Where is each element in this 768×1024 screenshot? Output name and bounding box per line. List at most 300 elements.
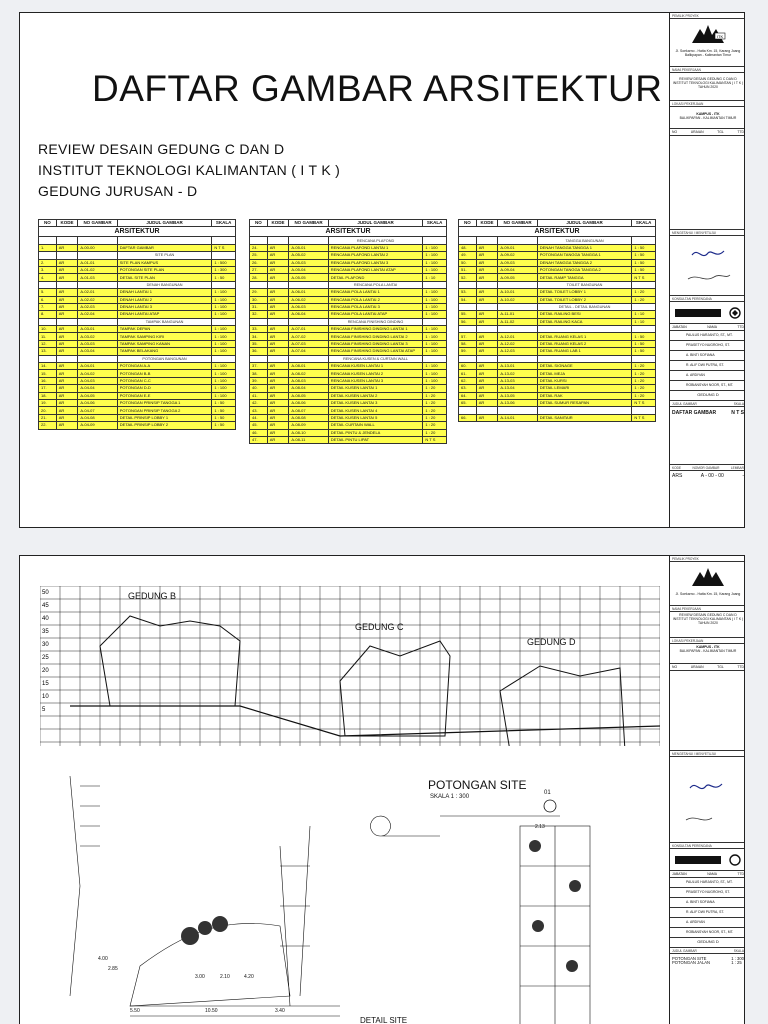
signature-icon [672, 758, 742, 838]
cell-kode: AR [56, 340, 78, 347]
cell-no: 15. [39, 370, 57, 377]
sheet2-main-area [20, 556, 668, 1024]
cell-judul: DETAIL LEMARI [537, 385, 632, 392]
cell-judul: DETAIL KUSEN LANTAI 1 [328, 385, 423, 392]
cell-kode: AR [476, 385, 498, 392]
cell-judul: RENCANA PLAFOND LANTAI ATAP [328, 266, 423, 273]
cell-no: 19. [39, 399, 57, 406]
table-row [39, 414, 236, 421]
team-header-2 [670, 871, 745, 878]
table-row [39, 370, 236, 377]
table-row [459, 289, 656, 296]
table-col-header: JUDUL GAMBAR [117, 220, 212, 227]
dim-7: 2.85 [108, 966, 118, 972]
cell-no: 26. [250, 259, 268, 266]
code-label: KODE [672, 466, 682, 470]
project-name-label-2: NAMA PEKERJAAN [670, 606, 745, 612]
cell-skala: 1 : 20 [632, 385, 656, 392]
cell-judul: POTONGAN C-C [117, 377, 212, 384]
y-tick-label: 30 [42, 642, 49, 648]
number-label: NOMOR GAMBAR [692, 466, 720, 470]
cell-judul: DETAIL RAK [537, 392, 632, 399]
cell-skala: N T S [423, 436, 447, 443]
owner-address-1: Jl. Soekarno - Hatta Km. 15, Karang Joang [675, 49, 741, 54]
cell-no-gambar: A-13-03 [498, 377, 537, 384]
category-label: TANGGA BANGUNAN [537, 237, 632, 244]
category-row [250, 318, 447, 325]
cell-judul: DENAH TANGGA TANGGA 1 [537, 244, 632, 251]
cell-no: 59. [459, 348, 477, 355]
cell-kode: AR [56, 407, 78, 414]
cell-kode: AR [267, 289, 289, 296]
table-row [250, 252, 447, 259]
y-tick-label: 15 [42, 681, 49, 687]
cell-no-gambar: A-04-09 [78, 422, 117, 429]
cell-kode: AR [56, 377, 78, 384]
cell-kode: AR [476, 311, 498, 318]
cell-judul: POTONGAN PRINSIP TANGGA 2 [117, 407, 212, 414]
category-label: TOILET BANGUNAN [537, 281, 632, 288]
table-row [39, 340, 236, 347]
table-row [250, 399, 447, 406]
itk-logo-icon [688, 23, 728, 47]
cell-no: 34. [250, 333, 268, 340]
cell-judul: DAFTAR GAMBAR [117, 244, 212, 251]
cell-no-gambar: A-11-01 [498, 311, 537, 318]
y-tick-label: 35 [42, 629, 49, 635]
cell-skala: 1 : 100 [212, 289, 236, 296]
cell-skala: 1 : 50 [632, 333, 656, 340]
cell-no-gambar: A-06-04 [289, 311, 328, 318]
cell-skala: 1 : 100 [423, 326, 447, 333]
cell-kode: AR [56, 259, 78, 266]
table-row [39, 259, 236, 266]
drawing-scale-2b: 1 : 25 [731, 960, 742, 966]
cell-judul: RENCANA KUSEN LANTAI 3 [328, 377, 423, 384]
y-tick-label: 10 [42, 694, 49, 700]
cell-no-gambar: A-02-01 [78, 289, 117, 296]
project2-line-3: TAHUN 2020 [698, 621, 718, 626]
cell-no-gambar: A-05-04 [289, 266, 328, 273]
cell-judul: RENCANA POLA LANTAI 1 [328, 289, 423, 296]
table-row [459, 399, 656, 406]
project-name-label: NAMA PEKERJAAN [670, 67, 745, 73]
cell-skala: 1 : 50 [632, 259, 656, 266]
cell-no: 39. [250, 377, 268, 384]
cell-kode: AR [56, 303, 78, 310]
cell-no-gambar: A-03-02 [78, 333, 117, 340]
cell-skala: 1 : 20 [423, 399, 447, 406]
cell-no-gambar: A-04-07 [78, 407, 117, 414]
cell-skala: 1 : 100 [423, 348, 447, 355]
cell-no: 58. [459, 340, 477, 347]
cell-judul: RENCANA FINISHING DINDING LANTAI 1 [328, 326, 423, 333]
cell-kode: AR [56, 414, 78, 421]
cell-no: 33. [250, 326, 268, 333]
cell-no: 31. [250, 303, 268, 310]
table-header-row [459, 220, 656, 227]
cell-kode: AR [267, 436, 289, 443]
team-member: PAULUS HARJANTO, ST., MT. [670, 331, 745, 341]
table-row [39, 392, 236, 399]
cell-kode: AR [267, 259, 289, 266]
cell-no: 3. [39, 266, 57, 273]
cell-no-gambar: A-13-04 [498, 385, 537, 392]
cell-no-gambar: A-07-04 [289, 348, 328, 355]
table-row [39, 385, 236, 392]
cell-skala: 1 : 100 [423, 296, 447, 303]
section-heading-row [459, 227, 656, 237]
cell-skala: 1 : 50 [212, 414, 236, 421]
table-row [459, 296, 656, 303]
sheet-number: - [742, 473, 744, 479]
category-row [39, 237, 236, 244]
cell-judul: TAMPAK BELAKANG [117, 348, 212, 355]
cell-judul: DETAIL RUANG KELAS 1 [537, 333, 632, 340]
section-marker-icon [544, 800, 556, 812]
dim-3: 4.20 [244, 974, 254, 980]
table-col-header: KODE [267, 220, 289, 227]
table-row [459, 385, 656, 392]
cell-no: 27. [250, 266, 268, 273]
cell-no: 28. [250, 274, 268, 281]
cell-skala: 1 : 10 [423, 274, 447, 281]
y-tick-label: 5 [42, 707, 46, 713]
approval-signatures-2 [670, 757, 745, 843]
table-row [459, 392, 656, 399]
team2-col-ttd: TTD [737, 872, 744, 876]
location [670, 107, 745, 129]
cell-no-gambar: A-08-11 [289, 436, 328, 443]
table-row [459, 318, 656, 325]
table-row [39, 296, 236, 303]
cell-no-gambar: A-04-03 [78, 377, 117, 384]
cell-kode: AR [267, 392, 289, 399]
rev-col-tgl: TGL [717, 130, 724, 134]
cell-kode: AR [56, 399, 78, 406]
category-row [250, 281, 447, 288]
cell-skala: 1 : 100 [212, 311, 236, 318]
consultant-label: KONSULTAN PERENCANA [670, 296, 745, 302]
table-row [250, 266, 447, 273]
cell-no-gambar: A-04-02 [78, 370, 117, 377]
drawing-sheet-site-section [19, 555, 745, 1024]
cell-judul: RENCANA FINISHING DINDING LANTAI ATAP [328, 348, 423, 355]
cell-kode: AR [267, 407, 289, 414]
cell-judul: DETAIL PINTU LIPAT [328, 436, 423, 443]
rev-col-ttd: TTD [737, 130, 744, 134]
rev2-col-uraian: URAIAN [690, 665, 704, 669]
cell-no: 55. [459, 311, 477, 318]
cell-no-gambar: A-03-03 [78, 340, 117, 347]
table-row [250, 244, 447, 251]
cell-no: 40. [250, 385, 268, 392]
category-label: RENCANA PLAFOND [328, 237, 423, 244]
cell-judul: DETAIL RAMP TANGGA [537, 274, 632, 281]
cell-no-gambar: A-09-04 [498, 266, 537, 273]
cell-kode: AR [56, 333, 78, 340]
cell-judul: DETAIL CURTAIN WALL [328, 422, 423, 429]
cell-skala: N T S [632, 414, 656, 421]
cell-kode: AR [56, 274, 78, 281]
cell-judul: POTONGAN A-A [117, 363, 212, 370]
consultant-label-2: KONSULTAN PERENCANA [670, 843, 745, 849]
table-header-row [39, 220, 236, 227]
project2-line-1: REVIEW DESAIN GEDUNG C DAN D [679, 613, 737, 617]
cell-no-gambar: A-02-02 [78, 296, 117, 303]
cell-no: 30. [250, 296, 268, 303]
cell-no: 47. [250, 436, 268, 443]
dim-6: 3.40 [275, 1008, 285, 1014]
cell-skala: 1 : 20 [632, 377, 656, 384]
cell-kode: AR [476, 296, 498, 303]
cell-kode: AR [476, 414, 498, 421]
cell-no-gambar: A-04-05 [78, 392, 117, 399]
cell-skala: 1 : 100 [212, 385, 236, 392]
category-row [250, 355, 447, 362]
building-name: GEDUNG D [670, 391, 745, 401]
cell-judul: POTONGAN TANGGA TANGGA 1 [537, 252, 632, 259]
cell-judul: POTONGAN E-E [117, 392, 212, 399]
cell-skala: 1 : 50 [632, 348, 656, 355]
cell-kode: AR [267, 422, 289, 429]
cell-skala: 1 : 10 [632, 311, 656, 318]
dim-9: 2.13 [535, 824, 545, 830]
y-tick-label: 20 [42, 668, 49, 674]
cell-no-gambar: A-04-04 [78, 385, 117, 392]
cell-no-gambar: A-07-01 [289, 326, 328, 333]
cell-no: 63. [459, 385, 477, 392]
cell-kode: AR [267, 348, 289, 355]
category-row [459, 355, 656, 362]
cell-no-gambar: A-00-00 [78, 244, 117, 251]
consultant-logo-icon [673, 853, 743, 867]
table-row [39, 422, 236, 429]
drawing-title-2b: POTONGAN JALAN [672, 960, 711, 966]
title-block-2 [669, 556, 745, 1024]
revision-header-2 [670, 664, 745, 671]
table-row [250, 333, 447, 340]
drawing-table-1 [38, 219, 236, 430]
location-line-1: KAMPUS - ITK [696, 112, 720, 116]
revision-table [670, 136, 745, 230]
cell-judul: DETAIL TOILET LOBBY 1 [537, 289, 632, 296]
cell-no: 56. [459, 318, 477, 325]
cell-no: 49. [459, 252, 477, 259]
page-title: DAFTAR GAMBAR ARSITEKTUR [92, 68, 663, 109]
cell-judul: RENCANA PLAFOND LANTAI 1 [328, 244, 423, 251]
cell-kode: AR [476, 252, 498, 259]
cell-skala: 1 : 20 [423, 422, 447, 429]
table-row [250, 422, 447, 429]
team-col-ttd: TTD [737, 325, 744, 329]
cell-kode: AR [267, 385, 289, 392]
cell-no-gambar: A-14-01 [498, 414, 537, 421]
cell-kode: AR [476, 363, 498, 370]
project-name [670, 73, 745, 101]
cell-skala: 1 : 20 [632, 289, 656, 296]
cell-judul: DETAIL KUSEN LANTAI 5 [328, 414, 423, 421]
cell-skala: N T S [212, 244, 236, 251]
cell-judul: DETAIL SITE PLAN [117, 274, 212, 281]
table-row [250, 311, 447, 318]
cell-no-gambar: A-06-02 [289, 296, 328, 303]
cell-skala: 1 : 20 [632, 296, 656, 303]
cell-judul: POTONGAN TANGGA TANGGA 2 [537, 266, 632, 273]
table-row [250, 274, 447, 281]
category-label: SITE PLAN [117, 252, 212, 259]
table-row [250, 377, 447, 384]
drawing-sheet-list [19, 12, 745, 528]
cell-no: 8. [39, 311, 57, 318]
cell-no-gambar: A-12-02 [498, 340, 537, 347]
team-member: PAULUS HARJANTO, ST., MT. [670, 878, 745, 888]
cell-no-gambar: A-09-02 [498, 252, 537, 259]
label-gedung-c: GEDUNG C [355, 622, 404, 632]
table-row [250, 348, 447, 355]
title-block [669, 13, 745, 527]
cell-skala: 1 : 100 [212, 363, 236, 370]
cell-kode: AR [56, 370, 78, 377]
dim-4: 5.50 [130, 1008, 140, 1014]
team-list-2 [670, 878, 745, 938]
cell-no: 44. [250, 414, 268, 421]
category-label: RENCANA POLA LANTAI [328, 281, 423, 288]
cell-no-gambar: A-08-02 [289, 370, 328, 377]
cell-no-gambar: A-08-07 [289, 407, 328, 414]
cell-skala: 1 : 100 [212, 333, 236, 340]
table-row [250, 414, 447, 421]
cell-skala: N T S [632, 274, 656, 281]
table-row [459, 363, 656, 370]
cell-judul: DETAIL RAILING BESI [537, 311, 632, 318]
cell-no-gambar: A-09-03 [498, 259, 537, 266]
cell-judul: DETAIL PLAFOND [328, 274, 423, 281]
cell-skala: 1 : 100 [423, 259, 447, 266]
cell-kode: AR [267, 252, 289, 259]
cell-no: 48. [459, 244, 477, 251]
dim-5: 10.50 [205, 1008, 218, 1014]
cell-judul: TAMPAK SAMPING KANAN [117, 340, 212, 347]
project-line-1: REVIEW DESAIN GEDUNG C DAN D [679, 77, 737, 81]
drawing-scale-2a: 1 : 300 [731, 956, 744, 961]
owner-label: PEMILIK PROYEK [670, 13, 745, 19]
category-row [459, 237, 656, 244]
revision-table-2 [670, 671, 745, 751]
cell-kode: AR [476, 259, 498, 266]
subtitle-line-2: INSTITUT TEKNOLOGI KALIMANTAN ( I T K ) [38, 162, 341, 178]
rev-col-uraian: URAIAN [690, 130, 704, 134]
cell-no: 29. [250, 289, 268, 296]
cell-no: 64. [459, 392, 477, 399]
table-row [39, 274, 236, 281]
category-label: POTONGAN BANGUNAN [117, 355, 212, 362]
cell-no: 2. [39, 259, 57, 266]
category-row [39, 281, 236, 288]
table-row [250, 363, 447, 370]
cell-no-gambar: A-08-03 [289, 377, 328, 384]
cell-no: 62. [459, 377, 477, 384]
subtitle-line-1: REVIEW DESAIN GEDUNG C DAN D [38, 141, 285, 157]
team-member: A. ARDIYAN [670, 918, 745, 928]
y-tick-label: 25 [42, 655, 49, 661]
cell-judul: DETAIL RAILING KACA [537, 318, 632, 325]
cell-kode: AR [56, 348, 78, 355]
team2-col-jabatan: JABATAN [672, 872, 687, 876]
cell-skala: 1 : 100 [212, 303, 236, 310]
approval-label: MENGETAHUI / MENYETUJUI [670, 230, 745, 236]
cell-no-gambar: A-08-05 [289, 392, 328, 399]
section-heading: ARSITEKTUR [39, 227, 236, 237]
category-label [537, 355, 632, 362]
team-member: PRASETYO NUGROHO, ST. [670, 888, 745, 898]
cell-no-gambar: A-08-04 [289, 385, 328, 392]
team-header [670, 324, 745, 331]
cell-no-gambar: A-09-05 [498, 274, 537, 281]
cell-skala: 1 : 20 [632, 370, 656, 377]
table-col-header: SKALA [632, 220, 656, 227]
cell-kode: AR [267, 244, 289, 251]
cell-judul: DETAIL RUANG KELAS 2 [537, 340, 632, 347]
table-col-header: NO [250, 220, 268, 227]
location-label: LOKASI PEKERJAAN [670, 101, 745, 107]
cell-kode: AR [476, 370, 498, 377]
cell-skala: 1 : 20 [423, 414, 447, 421]
section-heading: ARSITEKTUR [250, 227, 447, 237]
cell-skala: 1 : 100 [212, 340, 236, 347]
category-label: TAMPAK BANGUNAN [117, 318, 212, 325]
category-row [39, 318, 236, 325]
cell-skala: 1 : 100 [423, 377, 447, 384]
table-row [250, 259, 447, 266]
cell-judul: SITE PLAN KAMPUS [117, 259, 212, 266]
sheet-label: LEMBAR [730, 466, 744, 470]
cell-judul: DETAIL SUMUR RESAPAN [537, 399, 632, 406]
owner-address-2a: Jl. Soekarno - Hatta Km. 15, Karang Joang [675, 592, 741, 597]
cell-kode: AR [267, 326, 289, 333]
owner-block-2 [670, 562, 745, 606]
cell-skala: 1 : 20 [423, 385, 447, 392]
cell-no-gambar: A-01-03 [78, 274, 117, 281]
team-member: R. ALIF DWI PUTRA, ST. [670, 908, 745, 918]
owner-block [670, 19, 745, 67]
cell-no: 4. [39, 274, 57, 281]
cell-kode: AR [56, 244, 78, 251]
cell-no-gambar: A-11-02 [498, 318, 537, 325]
cell-judul: RENCANA KUSEN LANTAI 1 [328, 363, 423, 370]
table-row [250, 436, 447, 443]
table-row [39, 303, 236, 310]
cell-no: 1. [39, 244, 57, 251]
cell-kode: AR [476, 377, 498, 384]
cell-kode: AR [476, 274, 498, 281]
cell-no: 42. [250, 399, 268, 406]
cell-no-gambar: A-12-01 [498, 333, 537, 340]
cell-kode: AR [267, 429, 289, 436]
cell-no: 65. [459, 399, 477, 406]
cell-no: 12. [39, 340, 57, 347]
cell-kode: AR [56, 392, 78, 399]
category-label: DENAH BANGUNAN [117, 281, 212, 288]
cell-skala: 1 : 100 [423, 303, 447, 310]
cell-kode: AR [476, 392, 498, 399]
table-row [459, 333, 656, 340]
table-row [250, 303, 447, 310]
cell-skala: 1 : 100 [212, 296, 236, 303]
table-row [459, 340, 656, 347]
table-row [39, 244, 236, 251]
team2-col-nama: NAMA [707, 872, 717, 876]
